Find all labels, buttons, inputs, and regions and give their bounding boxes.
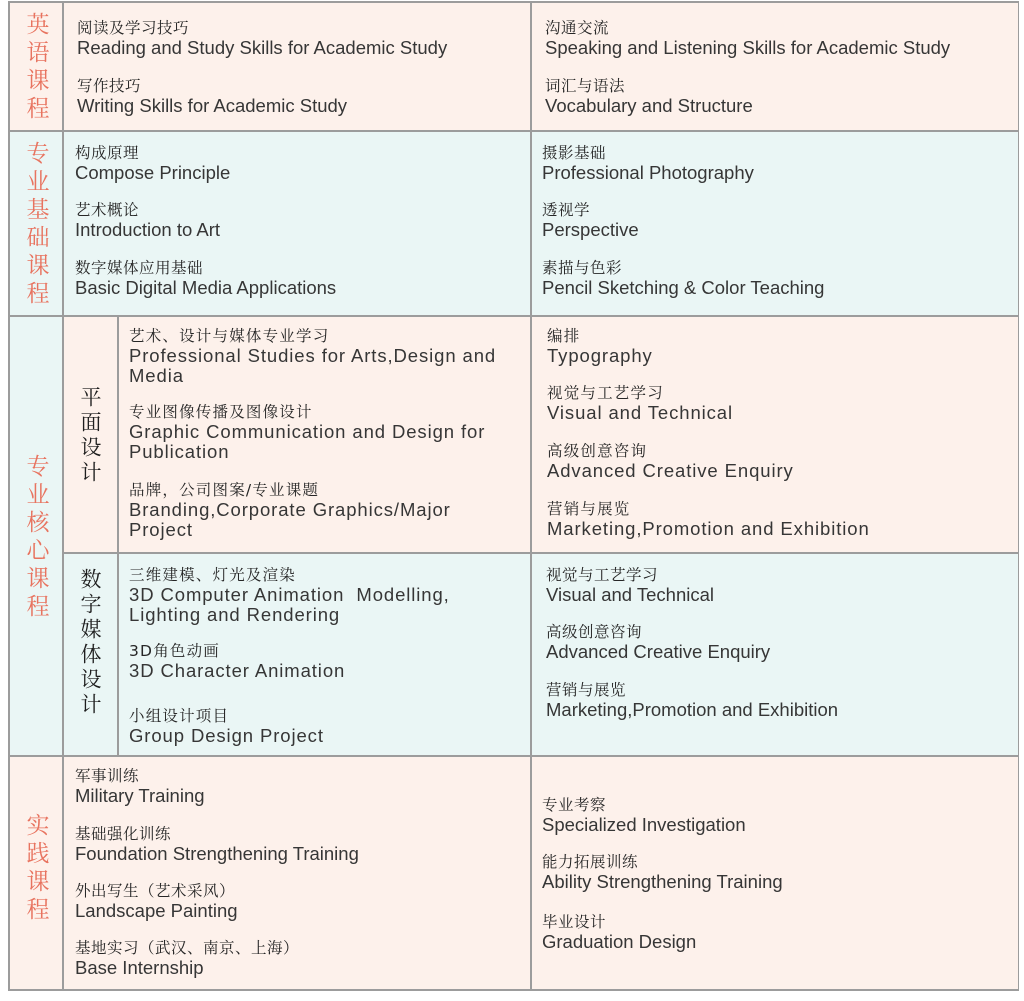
course-name-cn: 高级创意咨询 [546,623,643,641]
course-name-en: Visual and Technical [546,584,714,605]
course-item [75,200,515,240]
course-item [546,565,1011,605]
course-name-en: Visual and Technical [547,402,733,423]
course-item [547,383,1012,423]
course-name-en: Advanced Creative Enquiry [547,460,794,481]
table-grid-line [8,989,1019,991]
course-name-en: 3D Computer Animation Modelling, Lighting and Rendering [129,584,456,625]
course-name-en: Foundation Strengthening Training [75,843,359,864]
subsection-label-cell [62,315,117,552]
section-label-cell [8,130,62,315]
course-name-en: Professional Photography [542,162,754,183]
course-name-cn: 小组设计项目 [129,707,230,725]
table-grid-line [62,552,1019,554]
course-name-cn: 军事训练 [75,767,140,785]
course-name-cn: 透视学 [542,201,591,219]
course-name-cn: 词汇与语法 [545,77,626,95]
course-item [129,706,509,746]
course-name-cn: 3D角色动画 [129,642,220,660]
course-name-en: Military Training [75,785,205,806]
course-name-en: Writing Skills for Academic Study [77,95,348,116]
course-item [542,795,1007,835]
table-grid-line [8,130,1019,132]
course-name-en: Advanced Creative Enquiry [546,641,771,662]
course-item [545,76,1010,116]
table-grid-line [8,315,1019,317]
course-name-en: Basic Digital Media Applications [75,277,337,298]
section-label-cell [8,315,62,755]
subsection-label: 数字媒体设计 [78,567,102,718]
course-name-cn: 营销与展览 [546,681,627,699]
course-item [75,258,515,298]
course-name-en: Speaking and Listening Skills for Academic Study [545,37,951,58]
course-name-en: Professional Studies for Arts,Design and Media [129,345,503,386]
course-item [547,499,1012,539]
subsection-label: 平面设计 [78,385,102,486]
course-item [129,641,509,681]
course-name-cn: 视觉与工艺学习 [546,566,659,584]
table-grid-line [8,1,1019,3]
course-name-cn: 毕业设计 [542,913,607,931]
course-item [75,881,515,921]
table-grid-line [530,1,532,991]
course-item [546,622,1011,662]
course-name-en: Compose Principle [75,162,231,183]
section-label: 专业核心课程 [22,453,49,622]
course-item [547,326,1012,366]
course-name-en: Perspective [542,219,639,240]
course-item [547,441,1012,481]
course-item [129,480,509,540]
course-name-cn: 品牌，公司图案/专业课题 [129,481,320,499]
course-item [77,76,517,116]
course-name-cn: 视觉与工艺学习 [547,384,664,402]
course-item [545,18,1010,58]
course-name-en: Pencil Sketching & Color Teaching [542,277,825,298]
course-name-en: Ability Strengthening Training [542,871,783,892]
course-item [546,680,1011,720]
course-name-cn: 数字媒体应用基础 [75,259,204,277]
course-item [129,402,509,462]
course-name-cn: 摄影基础 [542,144,607,162]
course-name-cn: 高级创意咨询 [547,442,648,460]
course-name-cn: 阅读及学习技巧 [77,19,190,37]
course-item [542,200,1007,240]
course-name-cn: 写作技巧 [77,77,142,95]
course-item [129,326,509,386]
course-name-en: Marketing,Promotion and Exhibition [546,699,839,720]
course-name-en: Graphic Communication and Design for Publication [129,421,492,462]
course-name-en: 3D Character Animation [129,660,346,681]
table-grid-line [8,755,1019,757]
course-item [542,912,1007,952]
course-name-en: Group Design Project [129,725,324,746]
course-name-cn: 艺术、设计与媒体专业学习 [129,327,330,345]
course-name-en: Marketing,Promotion and Exhibition [547,518,870,539]
course-name-en: Base Internship [75,957,204,978]
course-name-cn: 营销与展览 [547,500,631,518]
subsection-label-cell [62,552,117,755]
table-grid-line [1018,1,1020,991]
course-name-en: Landscape Painting [75,900,238,921]
course-item [77,18,517,58]
course-item [542,258,1007,298]
course-name-cn: 基础强化训练 [75,825,172,843]
course-item [75,938,515,978]
course-name-cn: 三维建模、灯光及渲染 [129,566,297,584]
section-label: 英语课程 [22,12,49,124]
course-name-cn: 专业图像传播及图像设计 [129,403,313,421]
course-name-en: Introduction to Art [75,219,221,240]
section-label: 实践课程 [22,813,49,925]
course-item [129,565,509,625]
course-name-en: Specialized Investigation [542,814,746,835]
course-name-en: Reading and Study Skills for Academic Study [77,37,448,58]
section-label-cell [8,1,62,130]
course-name-cn: 构成原理 [75,144,140,162]
course-name-cn: 外出写生（艺术采风） [75,882,236,900]
course-name-cn: 沟通交流 [545,19,610,37]
course-name-en: Vocabulary and Structure [545,95,753,116]
course-name-cn: 能力拓展训练 [542,853,639,871]
table-grid-line [117,315,119,755]
course-name-cn: 艺术概论 [75,201,140,219]
course-item [542,852,1007,892]
course-name-cn: 编排 [547,327,581,345]
course-item [75,766,515,806]
section-label: 专业基础课程 [22,141,49,309]
course-name-cn: 素描与色彩 [542,259,623,277]
course-name-cn: 基地实习（武汉、南京、上海） [75,939,300,957]
course-item [542,143,1007,183]
course-name-en: Branding,Corporate Graphics/Major Project [129,499,457,540]
course-item [75,824,515,864]
course-name-en: Graduation Design [542,931,697,952]
section-label-cell [8,755,62,990]
course-name-en: Typography [547,345,653,366]
course-item [75,143,515,183]
course-name-cn: 专业考察 [542,796,607,814]
